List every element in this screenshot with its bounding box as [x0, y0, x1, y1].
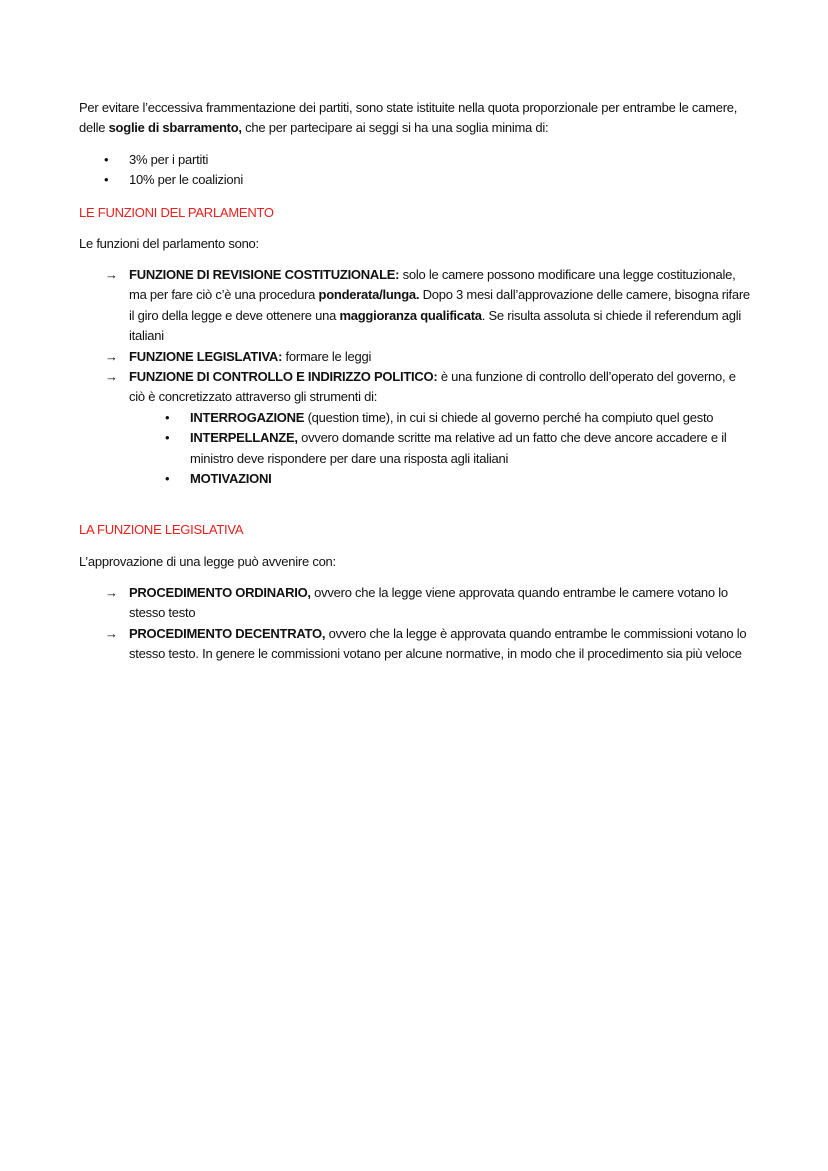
item-text: (question time), in cui si chiede al governo perché ha compiuto quel gesto — [304, 409, 714, 425]
item-text: ovvero che la legge viene approvata quando entrambe le camere votano lo stesso testo — [129, 585, 728, 621]
item-title: INTERROGAZIONE — [190, 409, 305, 425]
list-item — [105, 367, 754, 408]
list-item — [165, 469, 745, 489]
arrow-icon: → — [105, 625, 118, 641]
intro-paragraph — [79, 98, 739, 139]
section-heading: LE FUNZIONI DEL PARLAMENTO — [79, 205, 274, 220]
list-item — [105, 624, 754, 665]
functions-list — [105, 265, 754, 489]
arrow-icon: → — [105, 348, 118, 364]
item-text: ovvero che la legge è approvata quando entrambe le commissioni votano lo stesso testo. In genere le commissioni votano per alcune normative, in modo che il procedimento sia più veloce — [129, 625, 747, 662]
section-lead: Le funzioni del parlamento sono: — [79, 236, 259, 251]
intro-text-end: che per partecipare ai seggi si ha una soglia minima di: — [241, 120, 549, 136]
item-title: FUNZIONE LEGISLATIVA: — [129, 348, 283, 364]
item-text: . Se risulta assoluta si chiede il referendum agli italiani — [129, 307, 741, 344]
bullet-icon: • — [165, 430, 170, 446]
threshold-list — [104, 150, 729, 191]
bullet-icon: • — [104, 152, 109, 167]
item-title: MOTIVAZIONI — [190, 471, 272, 487]
arrow-icon: → — [105, 369, 118, 385]
list-item — [105, 347, 754, 367]
list-item — [105, 583, 754, 624]
item-title: INTERPELLANZE, — [190, 430, 298, 446]
procedures-list — [105, 583, 754, 665]
item-text: ovvero domande scritte ma relative ad un fatto che deve ancore accadere e il ministro deve rispondere per dare una risposta agli italiani — [190, 430, 727, 466]
tools-list — [165, 408, 745, 490]
item-bold: maggioranza qualificata — [339, 307, 482, 323]
item-text: 10% per le coalizioni — [129, 172, 243, 188]
arrow-icon: → — [105, 267, 118, 282]
item-title: PROCEDIMENTO DECENTRATO, — [129, 625, 326, 641]
item-text: è una funzione di controllo dell’operato del governo, e ciò è concretizzato attraverso gli strumenti di: — [129, 369, 736, 405]
item-bold: ponderata/lunga. — [318, 287, 420, 303]
item-text: solo le camere possono modificare una legge costituzionale, ma per fare ciò c’è una procedura — [129, 267, 736, 303]
bullet-icon: • — [165, 471, 170, 487]
list-item — [165, 408, 745, 428]
bullet-icon: • — [104, 172, 109, 188]
item-text: formare le leggi — [282, 348, 372, 364]
intro-bold: soglie di sbarramento, — [108, 120, 242, 136]
list-item — [104, 170, 729, 190]
bullet-icon: • — [165, 409, 170, 425]
intro-text: Per evitare l’eccessiva frammentazione dei partiti, sono state istituite nella quota proporzionale per entrambe le camere, delle — [79, 100, 738, 136]
item-text: Dopo 3 mesi dall’approvazione delle camere, bisogna rifare il giro della legge e deve ottenere una — [129, 287, 750, 323]
section-lead: L’approvazione di una legge può avvenire con: — [79, 554, 336, 569]
list-item — [104, 150, 729, 170]
list-item — [105, 265, 754, 347]
item-text: 3% per i partiti — [129, 152, 209, 167]
arrow-icon: → — [105, 585, 118, 600]
list-item — [165, 428, 745, 469]
item-title: PROCEDIMENTO ORDINARIO, — [129, 585, 311, 600]
section-heading: LA FUNZIONE LEGISLATIVA — [79, 522, 244, 537]
item-title: FUNZIONE DI CONTROLLO E INDIRIZZO POLITICO: — [129, 369, 438, 385]
item-title: FUNZIONE DI REVISIONE COSTITUZIONALE: — [129, 267, 400, 282]
